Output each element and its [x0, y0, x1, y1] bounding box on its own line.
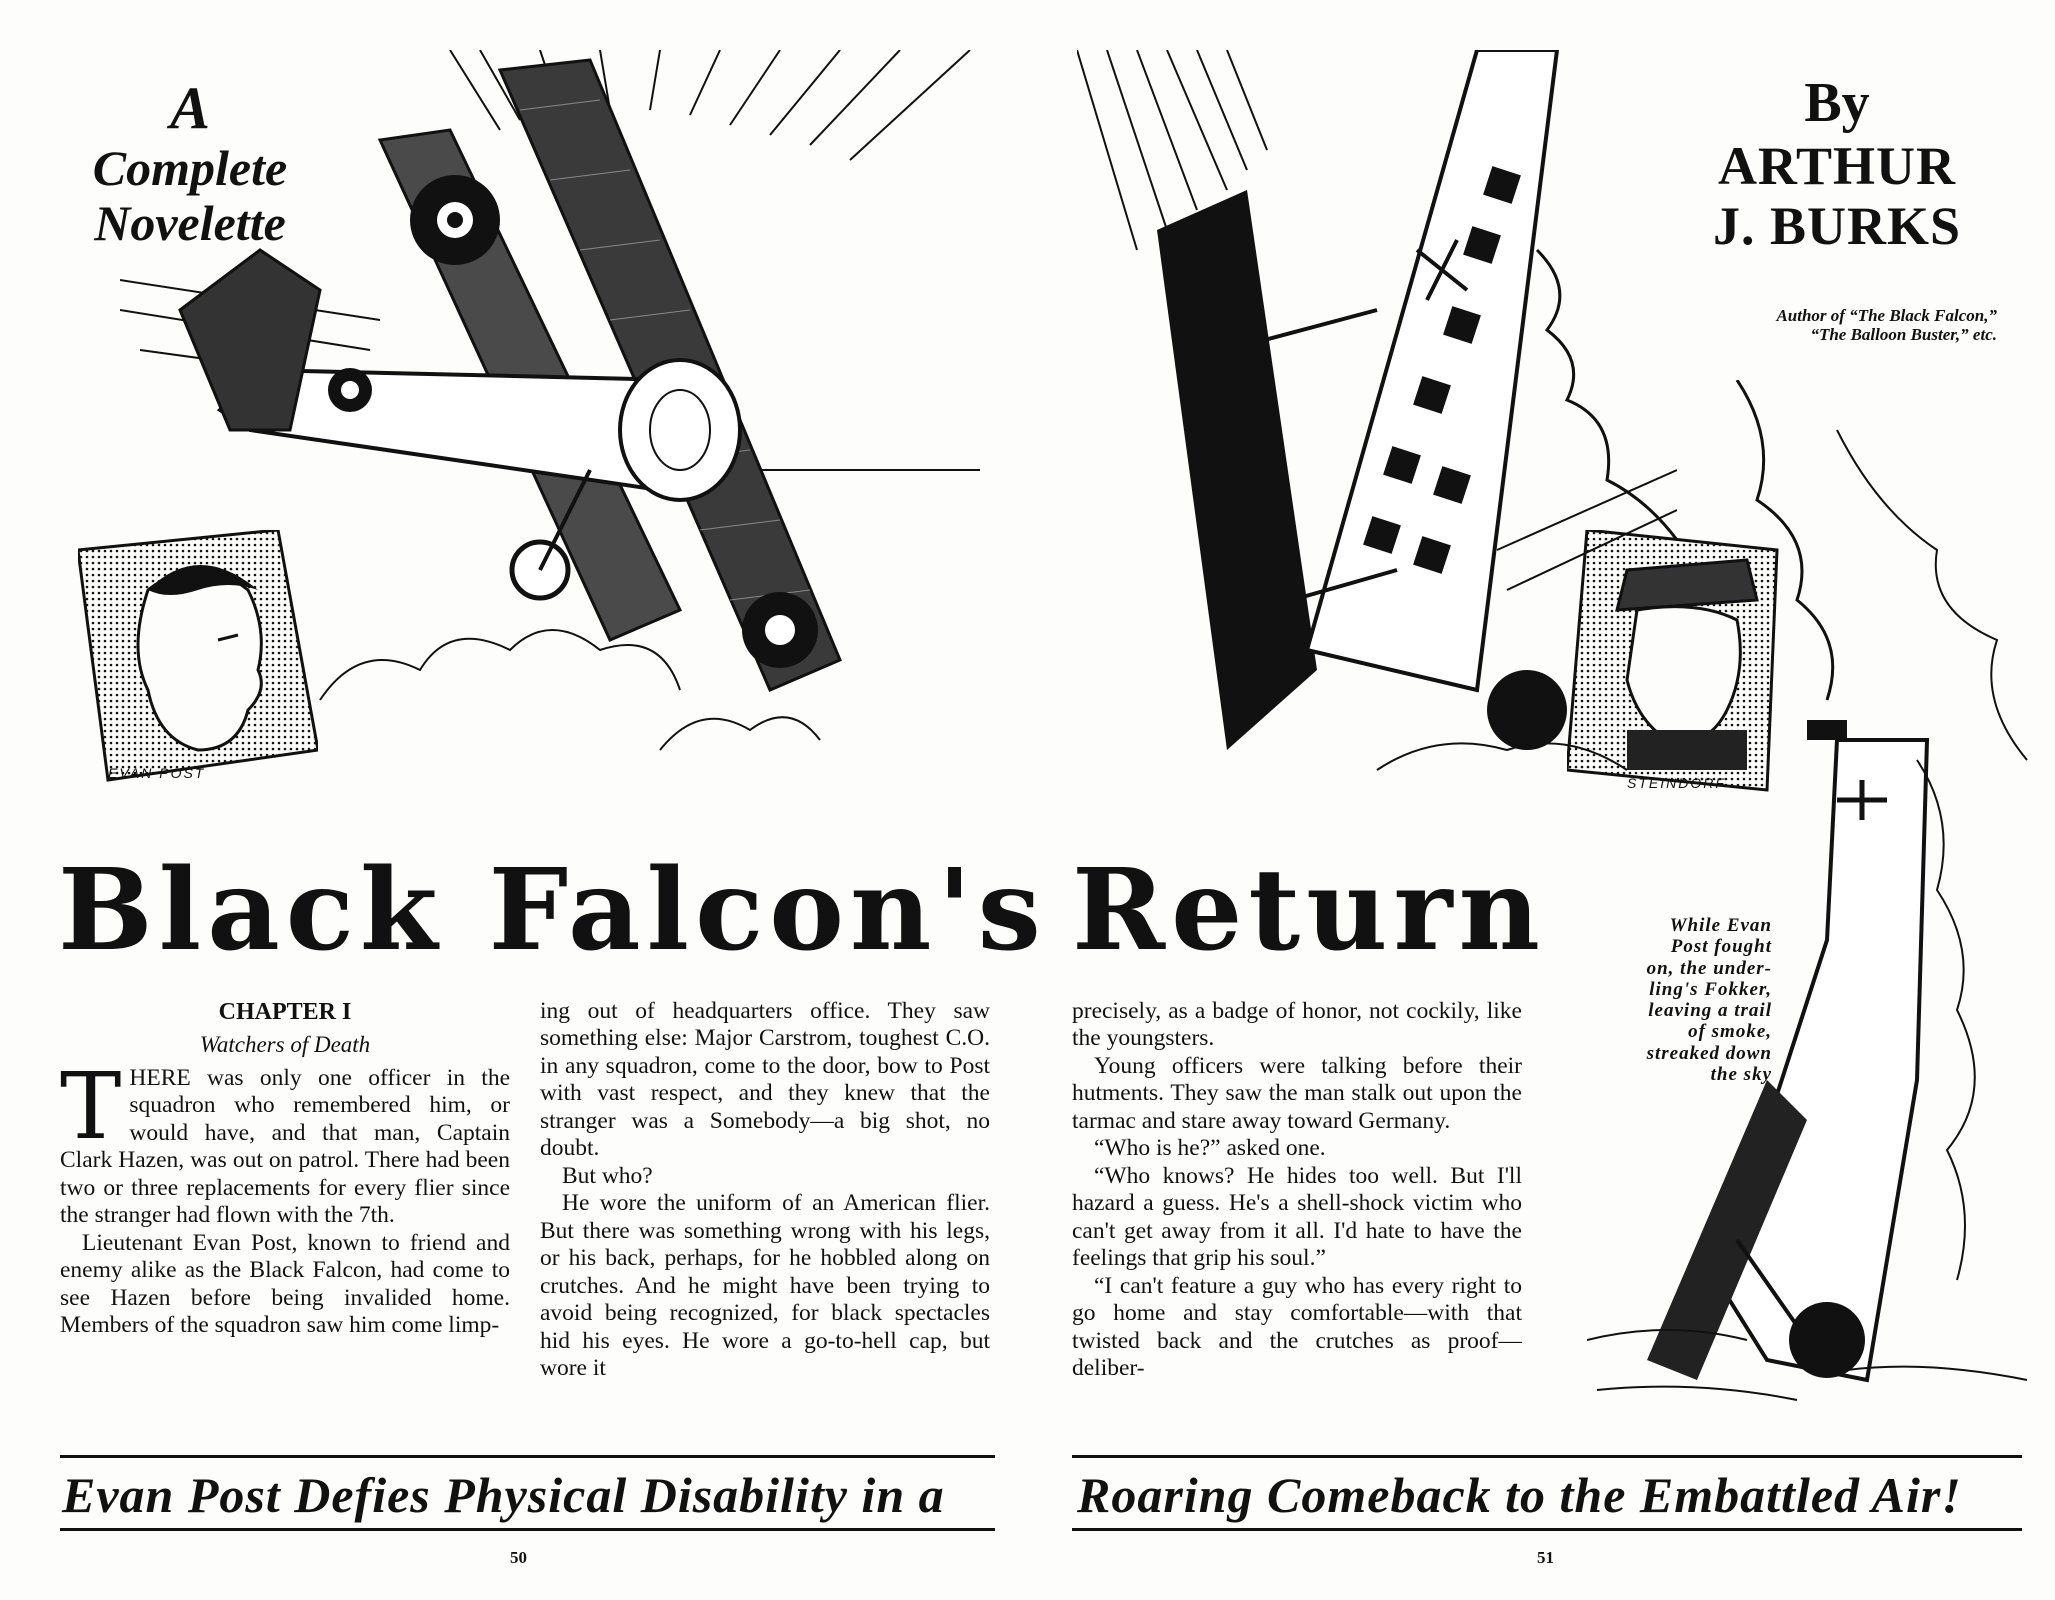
caption-line-4: ling's Fokker,	[1649, 978, 1772, 1000]
caption-line-8: the sky	[1710, 1063, 1772, 1085]
footer-rule-left-bottom	[60, 1528, 995, 1531]
tagline-line1: A	[169, 75, 211, 141]
caption-line-5: leaving a trail	[1648, 1000, 1772, 1022]
column-1-paragraph-1	[60, 1052, 510, 1230]
column-2-paragraph-1: ing out of headquarters office. They saw something else: Major Carstrom, toughest C.O. in any squadron, come to the door, bow to Post with vast respect, and they knew that the stranger was a Somebody—a big shot, no doubt.	[540, 998, 990, 1162]
footer-rule-left-top	[60, 1455, 995, 1458]
steindorf-portrait	[1567, 530, 1807, 800]
byline-name-1: ARTHUR	[1717, 136, 1957, 197]
caption-line-3: on, the under-	[1646, 957, 1772, 979]
column-3-paragraph-5: “I can't feature a guy who has every right to go home and stay comfortable—with that twisted back and the crutches as proof—deliber-	[1072, 1272, 1522, 1382]
tagline-line3: Novelette	[94, 195, 286, 251]
author-credit-line1: Author of “The Black Falcon,”	[1776, 306, 1997, 325]
caption-line-6: of smoke,	[1688, 1021, 1772, 1043]
footer-headline-right: Roaring Comeback to the Embattled Air!	[1077, 1467, 1962, 1523]
column-3-paragraph-2: Young officers were talking before their hutments. They saw the man stalk out upon the tarmac and stare away toward Germany.	[1072, 1052, 1522, 1134]
evan-post-portrait	[78, 530, 318, 790]
column-3-paragraph-1: precisely, as a badge of honor, not cockily, like the youngsters.	[1072, 998, 1522, 1052]
column-1-paragraph-2: Lieutenant Evan Post, known to friend and enemy alike as the Black Falcon, had come to see Hazen before being invalided home. Members of the squadron saw him come limp-	[60, 1229, 510, 1339]
chapter-heading: CHAPTER I	[218, 999, 352, 1025]
footer-rule-right-bottom	[1072, 1528, 2022, 1531]
right-page	[1027, 0, 2055, 1600]
steindorf-sketch	[1567, 530, 1807, 800]
title-right: Return	[1072, 845, 1546, 976]
evan-post-sketch	[78, 530, 318, 790]
column-3	[1072, 998, 1522, 1383]
evan-post-label: EVAN POST	[108, 765, 206, 781]
column-3-paragraph-3: “Who is he?” asked one.	[1094, 1135, 1326, 1162]
illustration-caption	[1582, 915, 1772, 1085]
column-2-paragraph-2: But who?	[562, 1162, 653, 1189]
footer-rule-right-top	[1072, 1455, 2022, 1458]
column-3-paragraph-4: “Who knows? He hides too well. But I'll hazard a guess. He's a shell-shock victim who can't get away from it all. I'd hate to have the feelings that grip his soul.”	[1072, 1162, 1522, 1272]
footer-headline-left: Evan Post Defies Physical Disability in a	[62, 1467, 945, 1523]
column-2-paragraph-3: He wore the uniform of an American flier. But there was something wrong with his legs, or his back, perhaps, for he hobbled along on crutches. And he might have been trying to avoid being recognized, for black spectacles hid his eyes. He wore a go-to-hell cap, but wore it	[540, 1190, 990, 1382]
byline-name-2: J. BURKS	[1712, 195, 1962, 256]
author-credit-line2: “The Balloon Buster,” etc.	[1810, 324, 1997, 344]
column-1-paragraph-1-text: HERE was only one officer in the squadron who remembered him, or would have, and that man, Captain Clark Hazen, was out on patrol. There had been two or three replacements for every flier since the stranger had flown with the 7th.	[60, 1064, 510, 1229]
tagline-line2: Complete	[92, 140, 288, 196]
chapter-subheading: Watchers of Death	[199, 1032, 371, 1058]
title-left: Black Falcon's	[58, 845, 1047, 976]
caption-line-1: While Evan	[1669, 915, 1772, 936]
byline	[1657, 70, 2017, 256]
byline-by: By	[1804, 72, 1870, 134]
page-number-left: 50	[510, 1548, 527, 1567]
page-number-right: 51	[1537, 1548, 1554, 1567]
steindorf-label: STEINDORF	[1627, 775, 1726, 791]
author-credit	[1657, 307, 1997, 344]
column-2	[540, 998, 990, 1383]
column-1	[60, 998, 510, 1340]
caption-line-2: Post fought	[1670, 936, 1772, 958]
caption-line-7: streaked down	[1646, 1042, 1772, 1064]
drop-cap: T	[60, 1052, 122, 1160]
